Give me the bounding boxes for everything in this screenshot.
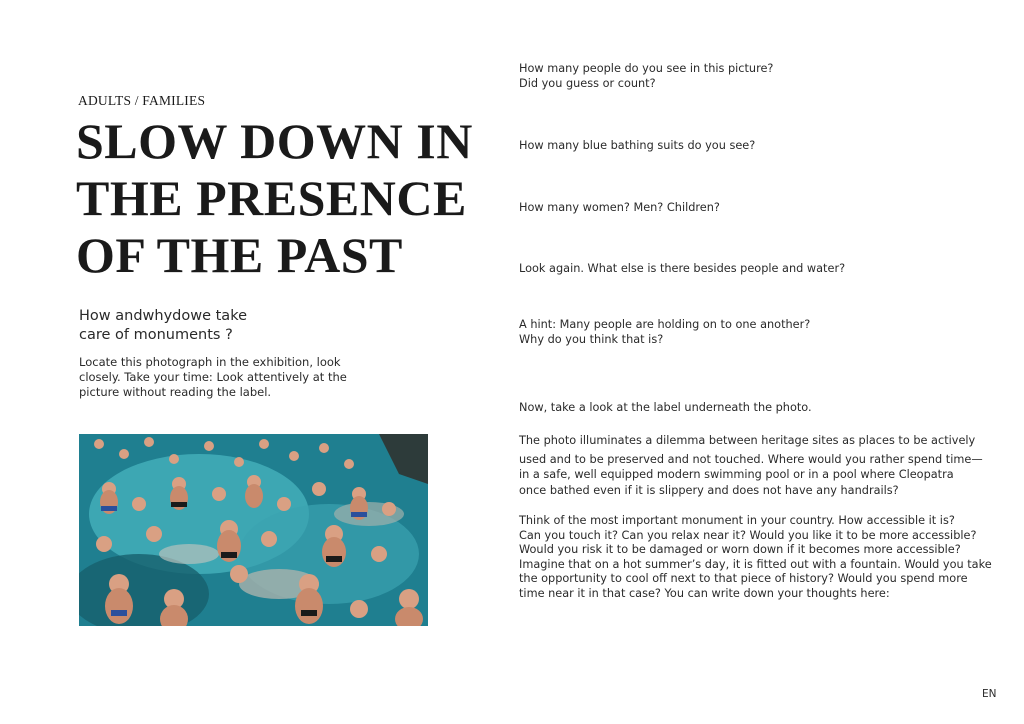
title-line-2: THE PRESENCE xyxy=(76,170,467,226)
paragraph-line: Imagine that on a hot summer’s day, it is fitted out with a fountain. Would you take xyxy=(519,557,992,571)
paragraph-line: used and to be preserved and not touched. Where would you rather spend time— xyxy=(519,452,983,466)
subheading-line-2: care of monuments ? xyxy=(79,327,233,343)
intro-line-1: Locate this photograph in the exhibition, look xyxy=(79,355,341,369)
question-line: A hint: Many people are holding on to one another? xyxy=(519,318,811,331)
question-line: How many women? Men? Children? xyxy=(519,201,720,214)
paragraph-line: The photo illuminates a dilemma between heritage sites as places to be actively xyxy=(519,434,976,447)
paragraph-dilemma xyxy=(519,433,999,498)
section-kicker: ADULTS / FAMILIES xyxy=(78,93,206,108)
paragraph-line: time near it in that case? You can write down your thoughts here: xyxy=(519,586,890,600)
language-code: EN xyxy=(982,688,997,700)
page-title xyxy=(76,113,476,284)
intro-line-3: picture without reading the label. xyxy=(79,385,272,399)
paragraph-monument xyxy=(519,514,999,601)
paragraph-line: the opportunity to cool off next to that piece of history? Would you spend more xyxy=(519,572,968,585)
title-line-1: SLOW DOWN IN xyxy=(76,113,473,169)
intro-line-2: closely. Take your time: Look attentively at the xyxy=(79,370,347,384)
question-line: How many people do you see in this picture? xyxy=(519,62,774,75)
subheading-line-1: How andwhydowe take xyxy=(79,308,247,324)
question-line: How many blue bathing suits do you see? xyxy=(519,139,756,152)
question-label xyxy=(519,401,999,416)
question-line: Now, take a look at the label underneath the photo. xyxy=(519,401,812,414)
question-line: Look again. What else is there besides people and water? xyxy=(519,262,846,275)
question-blue-suits xyxy=(519,139,999,154)
question-line: Did you guess or count? xyxy=(519,76,656,90)
question-look-again xyxy=(519,262,999,277)
paragraph-line: in a safe, well equipped modern swimming pool or in a pool where Cleopatra xyxy=(519,468,954,481)
bathers-photo-illustration xyxy=(79,434,428,626)
paragraph-line: Would you risk it to be damaged or worn down if it becomes more accessible? xyxy=(519,543,961,556)
question-hint xyxy=(519,318,999,347)
paragraph-line: Can you touch it? Can you relax near it? Would you like it to be more accessible? xyxy=(519,528,977,542)
paragraph-line: once bathed even if it is slippery and does not have any handrails? xyxy=(519,483,899,497)
question-women-men-children xyxy=(519,201,999,216)
question-people-count xyxy=(519,62,999,91)
paragraph-line: Think of the most important monument in your country. How accessible it is? xyxy=(519,514,955,527)
question-line: Why do you think that is? xyxy=(519,332,664,346)
title-line-3: OF THE PAST xyxy=(76,227,403,283)
bathers-photo xyxy=(79,434,428,626)
subheading xyxy=(79,307,289,345)
intro-paragraph xyxy=(79,355,369,400)
